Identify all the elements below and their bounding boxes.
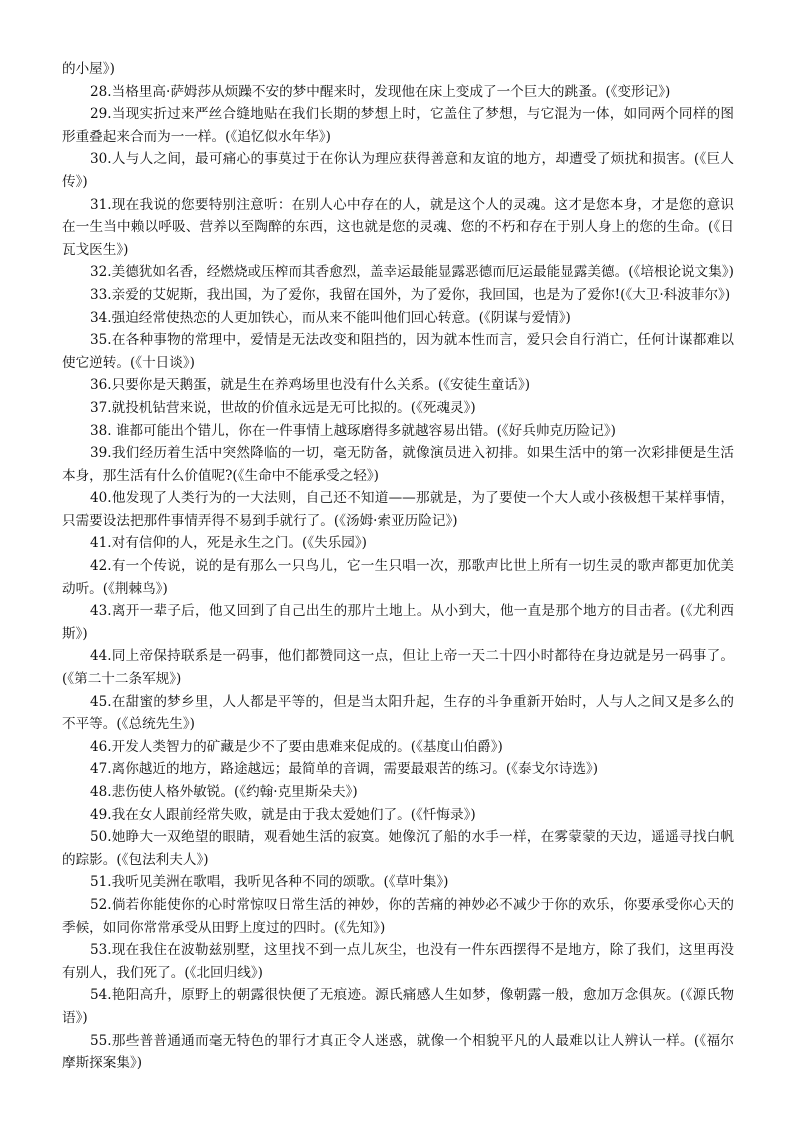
quote-text: 36.只要你是天鹅蛋，就是生在养鸡场里也没有什么关系。 bbox=[90, 377, 438, 394]
quote-list bbox=[62, 58, 734, 1075]
quote-entry bbox=[62, 397, 734, 420]
quote-entry bbox=[62, 555, 734, 600]
quote-entry bbox=[62, 487, 734, 532]
quote-entry bbox=[62, 103, 734, 148]
quote-entry bbox=[62, 600, 734, 645]
quote-source: (《变形记》) bbox=[605, 83, 671, 100]
quote-source: 的小屋》) bbox=[62, 61, 115, 77]
quote-text: 46.开发人类智力的矿藏是少不了要由患难来促成的。 bbox=[90, 738, 411, 755]
quote-text: 42.有一个传说，说的是有那么一只鸟儿，它一生只唱一次，那歌声比世上所有一切生灵的歌声都更加优美动听。 bbox=[62, 558, 734, 597]
quote-text: 28.当格里高·萨姆莎从烦躁不安的梦中醒来时，发现他在床上变成了一个巨大的跳蚤。 bbox=[90, 83, 606, 100]
document-page bbox=[62, 58, 734, 1075]
quote-text: 37.就投机钻营来说，世故的价值永远是无可比拟的。 bbox=[90, 399, 411, 416]
quote-source: (《约翰·克里斯朵夫》) bbox=[233, 784, 358, 800]
quote-text: 53.现在我住在波勒兹别墅，这里找不到一点儿灰尘，也没有一件东西摆得不是地方，除了我们，这里再没有别人，我们死了。 bbox=[62, 942, 734, 981]
quote-text: 55.那些普普通通而毫无特色的罪行才真正令人迷惑，就像一个相貌平凡的人最难以让人辨认一样。 bbox=[90, 1032, 694, 1049]
quote-text: 48.悲伤使人格外敏锐。 bbox=[90, 784, 234, 800]
quote-source: (《草叶集》) bbox=[383, 874, 449, 891]
quote-source: (《十日谈》) bbox=[129, 354, 195, 371]
quote-text: 44.同上帝保持联系是一码事，他们都赞同这一点，但让上帝一天二十四小时都待在身边就是另一码事了。 bbox=[90, 648, 734, 665]
quote-entry bbox=[62, 532, 734, 555]
quote-text: 47.离你越近的地方，路途越远；最简单的音调，需要最艰苦的练习。 bbox=[90, 761, 506, 778]
quote-source: (《阴谋与爱情》) bbox=[478, 309, 571, 326]
quote-entry bbox=[62, 984, 734, 1029]
quote-text: 43.离开一辈子后，他又回到了自己出生的那片土地上。从小到大，他一直是那个地方的目击者。 bbox=[90, 603, 681, 620]
quote-entry bbox=[62, 758, 734, 781]
quote-source: (《第二十二条军规》) bbox=[62, 671, 182, 688]
quote-entry bbox=[62, 442, 734, 487]
quote-text: 32.美德犹如名香，经燃烧或压榨而其香愈烈，盖幸运最能显露恶德而厄运最能显露美德。 bbox=[90, 264, 629, 281]
quote-text: 35.在各种事物的常理中，爱情是无法改变和阻挡的，因为就本性而言，爱只会自行消亡，任何计谋都难以使它逆转。 bbox=[62, 332, 734, 371]
quote-source: (《生命中不能承受之轻》) bbox=[232, 467, 379, 484]
quote-text: 51.我听见美洲在歌唱，我听见各种不同的颂歌。 bbox=[90, 874, 384, 891]
quote-entry bbox=[62, 1030, 734, 1075]
quote-source: (《包法利夫人》) bbox=[116, 851, 209, 868]
quote-text: 38. 谁都可能出个错儿，你在一件事情上越琢磨得多就越容易出错。 bbox=[90, 422, 497, 439]
quote-text: 34.强迫经常使热恋的人更加铁心，而从来不能叫他们回心转意。 bbox=[90, 309, 479, 326]
quote-source: (《先知》) bbox=[333, 919, 386, 936]
quote-source: (《汤姆·索亚历险记》) bbox=[333, 512, 458, 529]
quote-source: (《尤利西斯》) bbox=[62, 603, 734, 642]
quote-source: (《泰戈尔诗选》) bbox=[505, 761, 599, 778]
quote-text: 40.他发现了人类行为的一大法则，自己还不知道——那就是，为了要使一个大人或小孩极想干某样事情，只需要设法把那件事情弄得不易到手就行了。 bbox=[62, 490, 734, 529]
quote-text: 49.我在女人跟前经常失败，就是由于我太爱她们了。 bbox=[90, 806, 411, 823]
quote-source: (《失乐园》) bbox=[301, 535, 367, 552]
quote-entry bbox=[62, 894, 734, 939]
quote-source: (《忏悔录》) bbox=[410, 806, 476, 823]
quote-text: 29.当现实折过来严丝合缝地贴在我们长期的梦想上时，它盖住了梦想，与它混为一体，如同两个同样的图形重叠起来合而为一一样。 bbox=[62, 106, 734, 145]
quote-text: 31.现在我说的您要特别注意听：在别人心中存在的人，就是这个人的灵魂。这才是您本身，才是您的意识在一生当中赖以呼吸、营养以至陶醉的东西，这也就是您的灵魂、您的不朽和存在于别人身上的您的生命。 bbox=[62, 196, 734, 236]
quote-text: 45.在甜蜜的梦乡里，人人都是平等的，但是当太阳升起，生存的斗争重新开始时，人与人之间又是多么的不平等。 bbox=[62, 693, 734, 733]
quote-entry bbox=[62, 374, 734, 397]
quote-entry bbox=[62, 307, 734, 330]
quote-entry bbox=[62, 194, 734, 262]
quote-source: (《总统先生》) bbox=[116, 716, 195, 733]
quote-entry bbox=[62, 781, 734, 804]
quote-source: (《基度山伯爵》) bbox=[410, 738, 503, 755]
quote-source: (《日瓦戈医生》) bbox=[62, 219, 734, 258]
quote-source: (《福尔摩斯探案集》) bbox=[62, 1032, 734, 1072]
quote-entry bbox=[62, 58, 734, 81]
quote-source: (《源氏物语》) bbox=[62, 987, 734, 1026]
quote-text: 50.她睁大一双绝望的眼睛，观看她生活的寂寞。她像沉了船的水手一样，在雾蒙蒙的天边，遥遥寻找白帆的踪影。 bbox=[62, 829, 734, 868]
quote-source: (《培根论说文集》) bbox=[628, 264, 734, 281]
quote-entry bbox=[62, 645, 734, 690]
quote-text: 39.我们经历着生活中突然降临的一切，毫无防备，就像演员进入初排。如果生活中的第一次彩排便是生活本身，那生活有什么价值呢? bbox=[62, 445, 734, 484]
quote-entry bbox=[62, 736, 734, 759]
quote-text: 54.艳阳高升，原野上的朝露很快便了无痕迹。源氏痛感人生如梦，像朝露一般，愈加万念俱灰。 bbox=[90, 987, 681, 1004]
quote-source: (《大卫·科波菲尔》) bbox=[620, 286, 731, 303]
quote-entry bbox=[62, 284, 734, 307]
quote-entry bbox=[62, 691, 734, 736]
quote-entry bbox=[62, 81, 734, 104]
quote-entry bbox=[62, 420, 734, 443]
quote-text: 30.人与人之间，最可痛心的事莫过于在你认为理应获得善意和友谊的地方，却遭受了烦扰和损害。 bbox=[90, 151, 694, 168]
quote-entry bbox=[62, 148, 734, 193]
quote-source: (《好兵帅克历险记》) bbox=[496, 422, 616, 439]
quote-entry bbox=[62, 826, 734, 871]
quote-source: (《安徒生童话》) bbox=[437, 377, 531, 394]
quote-entry bbox=[62, 261, 734, 284]
quote-source: (《追忆似水年华》) bbox=[225, 128, 331, 145]
quote-entry bbox=[62, 804, 734, 827]
quote-text: 52.倘若你能使你的心时常惊叹日常生活的神妙，你的苦痛的神妙必不减少于你的欢乐，你要承受你心天的季候，如同你常常承受从田野上度过的四时。 bbox=[62, 896, 734, 936]
quote-text: 41.对有信仰的人，死是永生之门。 bbox=[90, 535, 302, 552]
quote-entry bbox=[62, 329, 734, 374]
quote-entry bbox=[62, 939, 734, 984]
quote-source: (《北回归线》) bbox=[184, 964, 263, 981]
quote-source: (《荆棘鸟》) bbox=[102, 580, 168, 597]
quote-source: (《死魂灵》) bbox=[410, 399, 476, 416]
quote-text: 33.亲爱的艾妮斯，我出国，为了爱你，我留在国外，为了爱你，我回国，也是为了爱你! bbox=[90, 286, 621, 303]
quote-entry bbox=[62, 871, 734, 894]
quote-source: (《巨人传》) bbox=[62, 151, 734, 190]
